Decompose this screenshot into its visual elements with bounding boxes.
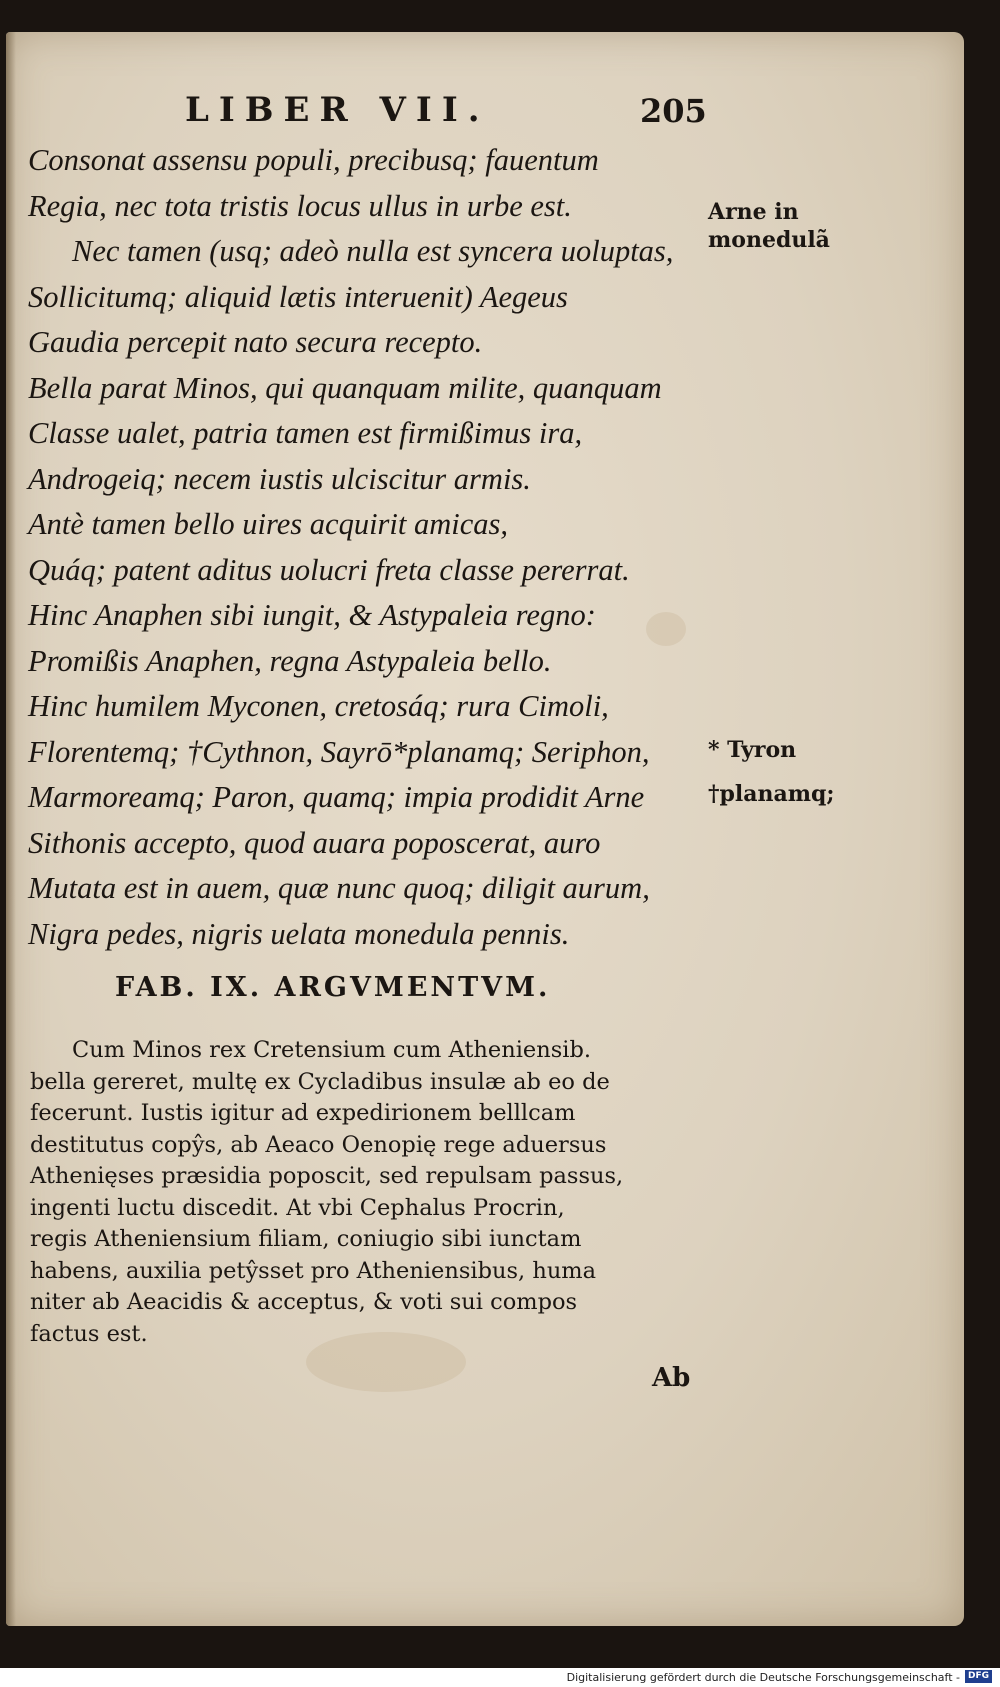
verse-line: Florentemq; †Cythnon, Sayrō*planamq; Seriphon, [28,734,650,769]
argument-line: destitutus copŷs, ab Aeaco Oenopię rege aduersus [30,1131,607,1158]
verse-line: Mutata est in auem, quæ nunc quoq; diligit aurum, [28,871,650,905]
argument-line: Athenięses præsidia poposcit, sed repulsam passus, [30,1163,624,1189]
page-binding-edge [6,32,16,1626]
verse-line: Quáq; patent aditus uolucri freta classe pererrat. [28,552,630,587]
argument-line: bella gereret, multę ex Cycladibus insulæ ab eo de [30,1068,610,1095]
dfg-logo[interactable]: DFG [965,1670,992,1683]
verse-line: Sithonis accepto, quod auara poposcerat, auro [28,825,601,860]
verse-line: Nec tamen (usq; adeò nulla est syncera uoluptas, [72,234,674,268]
marginal-note [708,728,835,816]
marginal-note-line: * Tyron [708,737,797,763]
marginal-note-line: Arne in [708,199,799,225]
catchword: Ab [652,1363,691,1393]
verse-line: Regia, nec tota tristis locus ullus in urbe est. [28,188,572,223]
verse-line: Classe ualet, patria tamen est firmißimus ira, [28,416,583,450]
verse-line: Androgeiq; necem iustis ulciscitur armis. [28,461,531,496]
argument-line: ingenti luctu discedit. At vbi Cephalus Procrin, [30,1194,565,1221]
digitization-credit: Digitalisierung gefördert durch die Deutsche Forschungsgemeinschaft - [566,1671,960,1684]
argument-line: habens, auxilia petŷsset pro Atheniensibus, huma [30,1257,597,1284]
argument-line: fecerunt. Iustis igitur ad expedirionem belllcam [30,1100,576,1126]
verse-line: Promißis Anaphen, regna Astypaleia bello. [28,643,552,678]
marginal-note-line: monedulã [708,227,830,253]
page-number: 205 [640,92,707,130]
verse-line: Bella parat Minos, qui quanquam milite, quanquam [28,370,662,405]
verse-line: Nigra pedes, nigris uelata monedula pennis. [28,916,570,951]
argument-line: Cum Minos rex Cretensium cum Atheniensib. [72,1037,592,1063]
verse-line: Hinc Anaphen sibi iungit, & Astypaleia regno: [28,598,596,632]
verse-line: Consonat assensu populi, precibusq; fauentum [28,143,599,177]
argument-line: regis Atheniensium filiam, coniugio sibi iunctam [30,1226,582,1252]
verse-line: Gaudia percepit nato secura recepto. [28,325,483,359]
verse-line: Sollicitumq; aliquid lætis interuenit) Aegeus [28,279,568,314]
verse-block [28,138,708,957]
verse-line: Antè tamen bello uires acquirit amicas, [28,507,509,541]
marginal-note-line: †planamq; [708,781,835,807]
verse-line: Marmoreamq; Paron, quamq; impia prodidit Arne [28,780,645,814]
section-heading: FAB. IX. ARGVMENTVM. [115,972,551,1003]
argument-line: niter ab Aeacidis & acceptus, & voti sui compos [30,1289,578,1315]
argument-paragraph [30,1035,705,1350]
argument-line: factus est. [30,1320,148,1347]
marginal-note [708,198,830,254]
verse-line: Hinc humilem Myconen, cretosáq; rura Cimoli, [28,689,609,723]
running-title: LIBER VII. [185,90,490,130]
